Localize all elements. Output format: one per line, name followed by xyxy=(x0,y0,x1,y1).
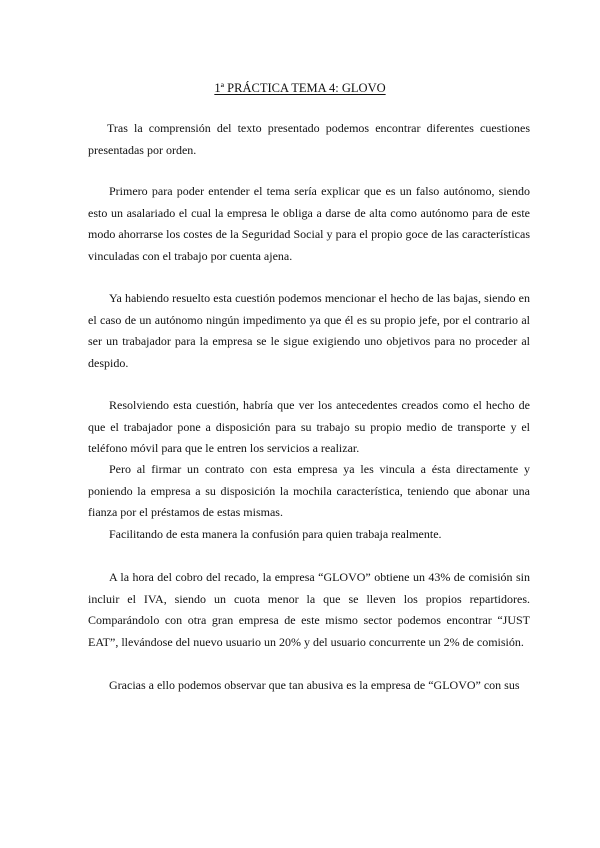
paragraph-contrato: Pero al firmar un contrato con esta empresa ya les vincula a ésta directamente y poniendo la empresa a su disposición la mochila característica, teniendo que abonar una fianza por el préstamos de estas mismas. xyxy=(88,462,530,520)
paragraph-falso-autonomo: Primero para poder entender el tema sería explicar que es un falso autónomo, siendo esto un asalariado el cual la empresa le obliga a darse de alta como autónomo para de este modo ahorrarse los costes de la Seguridad Social y para el propio goce de las características vinculadas con el trabajo por cuenta ajena. xyxy=(88,184,530,263)
document-title: 1ª PRÁCTICA TEMA 4: GLOVO xyxy=(214,81,386,95)
paragraph-antecedentes: Resolviendo esta cuestión, habría que ver los antecedentes creados como el hecho de que el trabajador pone a disposición para su trabajo su propio medio de transporte y el teléfono móvil para que le entren los servicios a realizar. xyxy=(88,398,530,456)
paragraph-confusion: Facilitando de esta manera la confusión para quien trabaja realmente. xyxy=(109,527,442,541)
paragraph-conclusion-start: Gracias a ello podemos observar que tan abusiva es la empresa de “GLOVO” con sus xyxy=(109,678,520,692)
paragraph-introduction: Tras la comprensión del texto presentado podemos encontrar diferentes cuestiones presentadas por orden. xyxy=(88,121,530,157)
paragraph-bajas: Ya habiendo resuelto esta cuestión podemos mencionar el hecho de las bajas, siendo en el caso de un autónomo ningún impedimento ya que él es su propio jefe, por el contrario al ser un trabajador para la empresa se le sigue exigiendo uno objetivos para no proceder al despido. xyxy=(88,291,530,370)
paragraph-comision: A la hora del cobro del recado, la empresa “GLOVO” obtiene un 43% de comisión sin incluir el IVA, siendo un cuota menor la que se lleven los propios repartidores. Comparándolo con otra gran empresa de este mismo sector podemos encontrar “JUST EAT”, llevándose del nuevo usuario un 20% y del usuario concurrente un 2% de comisión. xyxy=(88,570,530,649)
